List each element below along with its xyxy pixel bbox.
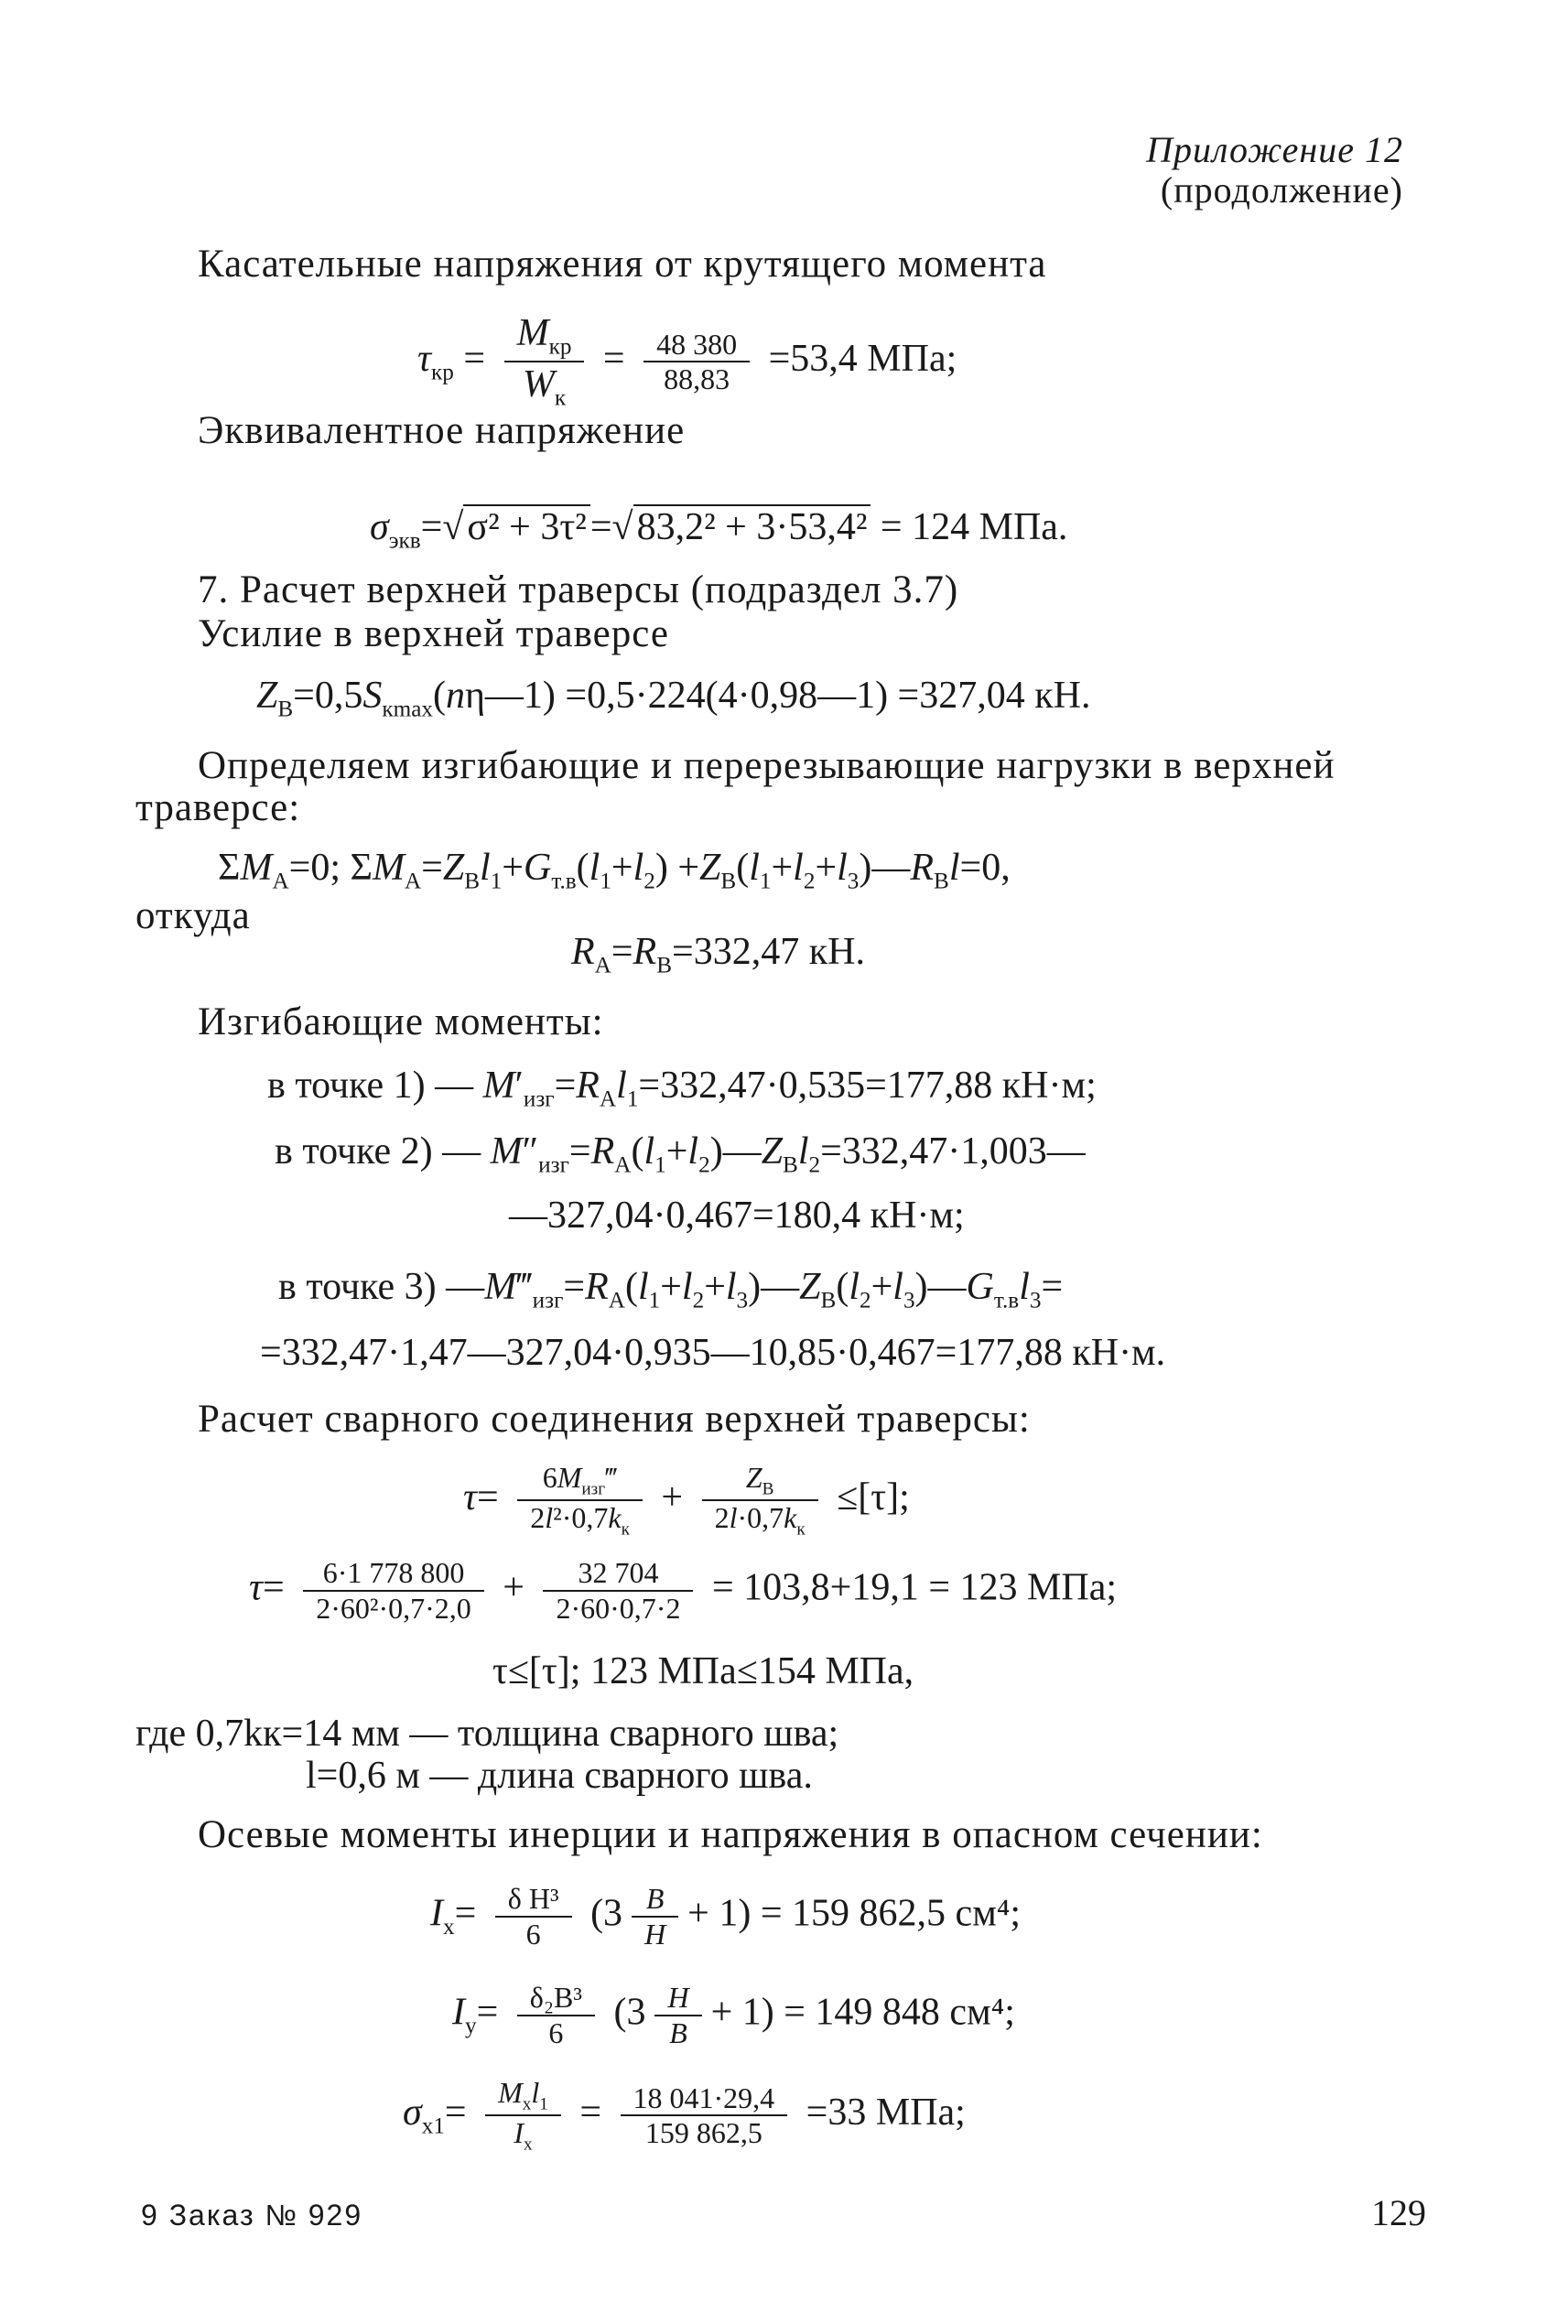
moment-point-1: в точке 1) — $M'_{изг}=R_Аl_1=332,47\cdot 0,535=177,88$ кН·м; <box>267 1065 1097 1112</box>
reaction-equation: $R_А=R_В=332,47$ кН. <box>571 931 865 978</box>
appendix-label: Приложение 12 <box>1146 129 1403 170</box>
weld-numeric-formula: τ= $\frac{6\cdot 1 778 800}{\text{2·60²·0,7·2,0}}$ + $\frac{32 704}{2\cdot 60\cdot 0,7\cdot 2}$ = 103,8+19,1 = 123 МПа; <box>249 1556 1117 1625</box>
zb-formula: $Z_В=0,5S_{кmax}(n\eta—1)$ =0,5·224(4·0,98—1) =327,04 кН. <box>256 675 1091 722</box>
continued-label: (продолжение) <box>1160 169 1403 211</box>
weld-general-formula: τ= $\frac{6M_{изг}‴}{2l^2\cdot 0,7k_к}$ + $\frac{Z_В}{2l\cdot 0,7k_к}$ ≤[τ]; <box>463 1461 910 1540</box>
weld-check: τ≤[τ]; 123 МПа≤154 МПа, <box>492 1650 914 1692</box>
tau-kr-formula: $\tau_{кр}$ = $\frac{M_{кр}}{W_к}$ = $\frac{48 380}{88,83}$ =53,4 МПа; <box>417 312 957 411</box>
weld-heading: Расчет сварного соединения верхней траверсы: <box>198 1398 1031 1441</box>
sigma-x1-formula: $\sigma_{x1}=$ $\frac{M_xl_1}{I_x}$ = $\frac{18 041\cdot 29,4}{159 862,5}$ =33 МПа; <box>403 2076 966 2155</box>
weld-where-1: где 0,7kк=14 мм — толщина сварного шва; <box>135 1713 839 1755</box>
iy-formula: $I_y=$ $\frac{\text{δ₂B³}}{6}$ (3 $\frac{H}{B}$ + 1) = 149 848 см⁴; <box>452 1981 1015 2049</box>
ix-formula: $I_x=$ $\frac{\text{δ H³}}{6}$ (3 $\frac{B}{H}$ + 1) = 159 862,5 см⁴; <box>430 1882 1022 1951</box>
inertia-heading: Осевые моменты инерции и напряжения в опасном сечении: <box>198 1813 1263 1856</box>
moment-point-2: в точке 2) — $M''_{изг}=R_А(l_1+l_2)—Z_Вl_2=332,47\cdot 1,003—$ <box>275 1130 1086 1178</box>
otkuda-label: откуда <box>135 894 251 937</box>
moment-point-2-cont: —327,04·0,467=180,4 кН·м; <box>509 1194 965 1237</box>
section7-effort: Усилие в верхней траверсе <box>198 612 669 655</box>
loads-line1: Определяем изгибающие и перерезывающие нагрузки в верхней <box>198 744 1336 787</box>
page-number: 129 <box>1371 2192 1426 2233</box>
sum-moments-equation: $\Sigma M_А=0$; $\Sigma M_А=Z_Вl_1+G_{т.в}(l_1+l_2)$ $+Z_В(l_1+l_2+l_3)—R_Вl=0$, <box>218 847 1011 894</box>
loads-line2: траверсе: <box>135 786 301 829</box>
sigma-ekv-formula: $\sigma_{экв}=√\sigma^2 + 3\tau^2=√83,2^2 + 3\cdot 53,4^2 = 124$ МПа. <box>370 506 1068 554</box>
moment-point-3: в точке 3) $—M‴_{изг}=R_А(l_1+l_2+l_3)—Z_В(l_2+l_3)—G_{т.в}l_3=$ <box>278 1266 1064 1313</box>
order-number: 9 Заказ № 929 <box>141 2199 363 2232</box>
weld-where-2: l=0,6 м — длина сварного шва. <box>306 1755 813 1797</box>
section7-title: 7. Расчет верхней траверсы (подраздел 3.7) <box>198 568 959 611</box>
moment-point-3-cont: =332,47·1,47—327,04·0,935—10,85·0,467=177,88 кН·м. <box>260 1332 1166 1374</box>
sigma-ekv-heading: Эквивалентное напряжение <box>198 409 686 452</box>
moments-heading: Изгибающие моменты: <box>198 1000 604 1043</box>
tau-kr-heading: Касательные напряжения от крутящего момента <box>198 243 1047 286</box>
